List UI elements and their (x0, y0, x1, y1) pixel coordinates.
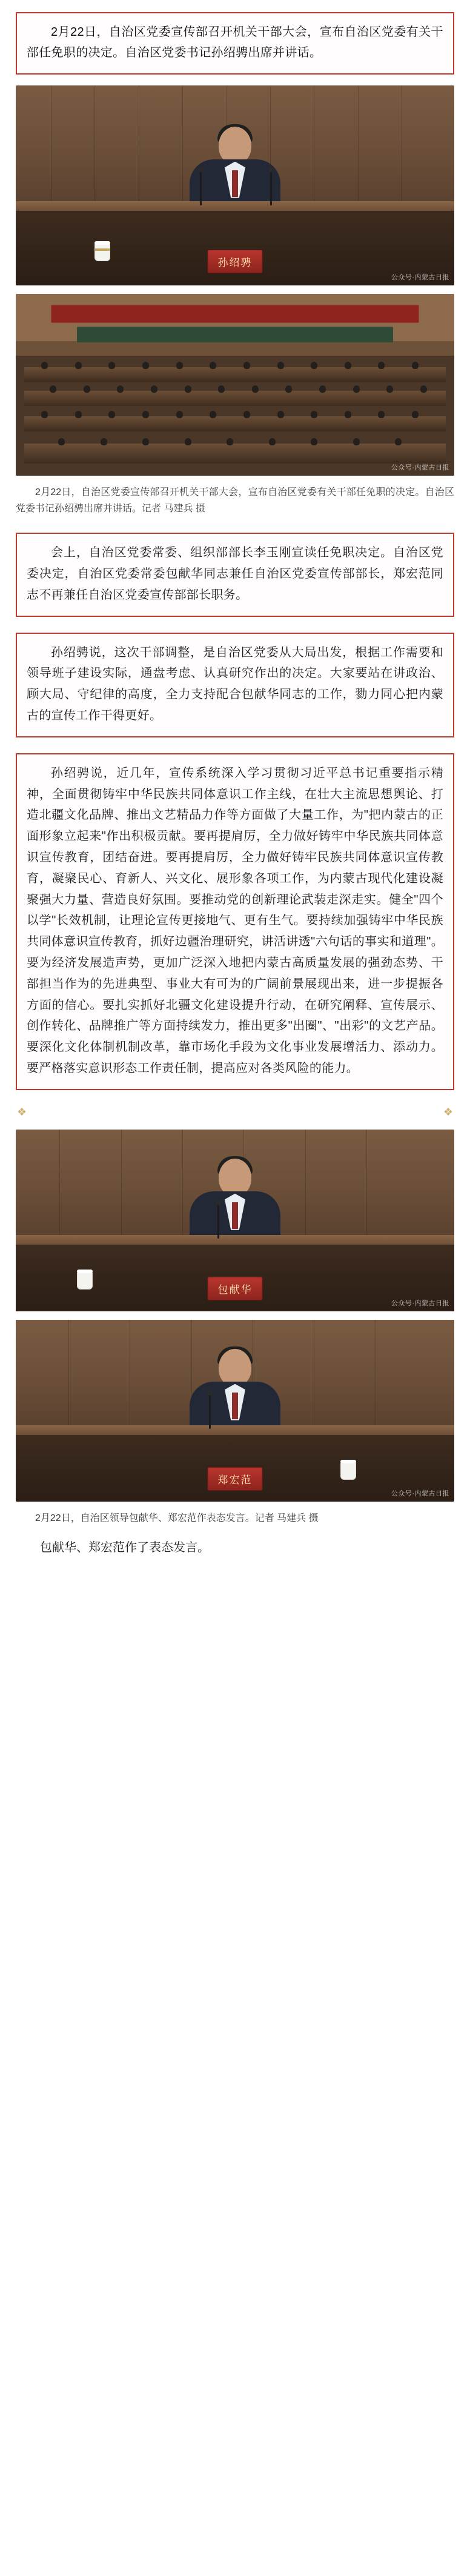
scene-3 (16, 1130, 454, 1311)
speaker-tie (232, 1393, 238, 1419)
seat-row (24, 390, 445, 406)
scene-1 (16, 85, 454, 285)
paragraph-decision: 会上，自治区党委常委、组织部部长李玉刚宣读任免职决定。自治区党委决定，自治区党委常委包献华同志兼任自治区党委宣传部部长，郑宏范同志不再兼任自治区党委宣传部部长职务。 (27, 546, 443, 602)
paragraph-box-remarks-2 (16, 753, 454, 1090)
microphone-left (200, 170, 202, 205)
decorative-motif-row (16, 1106, 454, 1119)
photo-speaking-podium (16, 85, 454, 285)
paragraph-box-decision (16, 533, 454, 616)
caption-second: 2月22日，自治区领导包献华、郑宏范作表态发言。记者 马建兵 摄 (35, 1513, 319, 1523)
tea-cup (77, 1271, 93, 1290)
photo-block-4 (16, 1320, 454, 1502)
seat-row (24, 416, 445, 431)
photo-zheng-hongfan (16, 1320, 454, 1502)
watermark-3: 公众号·内蒙古日报 (391, 1299, 449, 1307)
speaker-head (219, 127, 251, 164)
speaker-tie (232, 1202, 238, 1229)
nameplate-1: 孙绍骋 (208, 250, 263, 273)
speaker-head (219, 1349, 251, 1386)
lead-callout (16, 12, 454, 75)
scene-2 (16, 294, 454, 476)
microphone-right (270, 170, 272, 205)
photo-meeting-hall (16, 294, 454, 476)
diamond-icon-left: ❖ (17, 1105, 27, 1118)
audience-heads (24, 438, 445, 445)
diamond-icon-right: ❖ (443, 1105, 453, 1118)
desk-top-edge (16, 1425, 454, 1435)
lead-paragraph: 2月22日，自治区党委宣传部召开机关干部大会，宣布自治区党委有关干部任免职的决定。自治区党委书记孙绍骋出席并讲话。 (27, 25, 443, 60)
nameplate-4: 郑宏范 (208, 1467, 263, 1491)
speaker-tie (232, 170, 238, 197)
stage-banner (51, 305, 419, 323)
seat-row (24, 443, 445, 464)
desk-top-edge (16, 201, 454, 211)
desk-top-edge (16, 1235, 454, 1245)
photo-block-3 (16, 1130, 454, 1311)
paragraph-box-remarks-1 (16, 633, 454, 737)
tea-cup (94, 243, 110, 261)
audience-heads (24, 411, 445, 418)
paragraph-remarks-2: 孙绍骋说，近几年，宣传系统深入学习贯彻习近平总书记重要指示精神，全面贯彻铸牢中华民族共同体意识工作主线，在壮大主流思想舆论、打造北疆文化品牌、推出文艺精品力作等方面做了大量工作，为"把内蒙古的正面形象立起来"作出积极贡献。要再提肩厉，全力做好铸牢中华民族共同体意识宣传教育，团结奋进。要再提肩厉，全力做好铸牢民族共同体意识宣传教育，凝聚民心、育新人、兴文化、展形象各项工作，为内蒙古现代化建设凝聚强大力量、营造良好氛围。要推动党的创新理论武装走深走实。健全"四个以学"长效机制，让理论宣传更接地气、更有生气。要持续加强铸牢中华民族共同体意识宣传教育，抓好边疆治理研究，讲活讲透"六句话的事实和道理"。要为经济发展造声势，更加广泛深入地把内蒙古高质量发展的强劲态势、干部担当作为的先进典型、事业大有可为的广阔前景展现出来，进一步提振各方面的信心。要扎实抓好北疆文化建设提升行动，在研究阐释、宣传展示、创作转化、品牌推广等方面持续发力，推出更多"出圈"、"出彩"的文艺产品。要深化文化体制机制改革，靠市场化手段为文化事业发展增活力、添动力。要严格落实意识形态工作责任制，提高应对各类风险的能力。 (27, 766, 443, 1075)
watermark-2: 公众号·内蒙古日报 (391, 464, 449, 471)
watermark-1: 公众号·内蒙古日报 (391, 273, 449, 281)
closing-paragraph: 包献华、郑宏范作了表态发言。 (40, 1540, 210, 1554)
tea-cup (340, 1462, 356, 1480)
scene-4 (16, 1320, 454, 1502)
photo-block-1 (16, 85, 454, 285)
paragraph-remarks-1: 孙绍骋说，这次干部调整，是自治区党委从大局出发，根据工作需要和领导班子建设实际，通盘考虑、认真研究作出的决定。大家要站在讲政治、顾大局、守纪律的高度，全力支持配合包献华同志的工作，勠力同心把内蒙古的宣传工作干得更好。 (27, 645, 443, 722)
caption-first: 2月22日，自治区党委宣传部召开机关干部大会，宣布自治区党委有关干部任免职的决定。自治区党委书记孙绍骋出席并讲话。记者 马建兵 摄 (16, 487, 454, 514)
watermark-4: 公众号·内蒙古日报 (391, 1489, 449, 1497)
audience-heads (24, 385, 445, 393)
microphone (209, 1394, 211, 1429)
audience-heads (24, 362, 445, 369)
speaker-head (219, 1159, 251, 1196)
stage-table (77, 327, 392, 342)
photo-block-2 (16, 294, 454, 476)
microphone (217, 1203, 219, 1239)
nameplate-3: 包献华 (208, 1277, 263, 1300)
seat-row (24, 367, 445, 382)
photo-bao-xianhua (16, 1130, 454, 1311)
